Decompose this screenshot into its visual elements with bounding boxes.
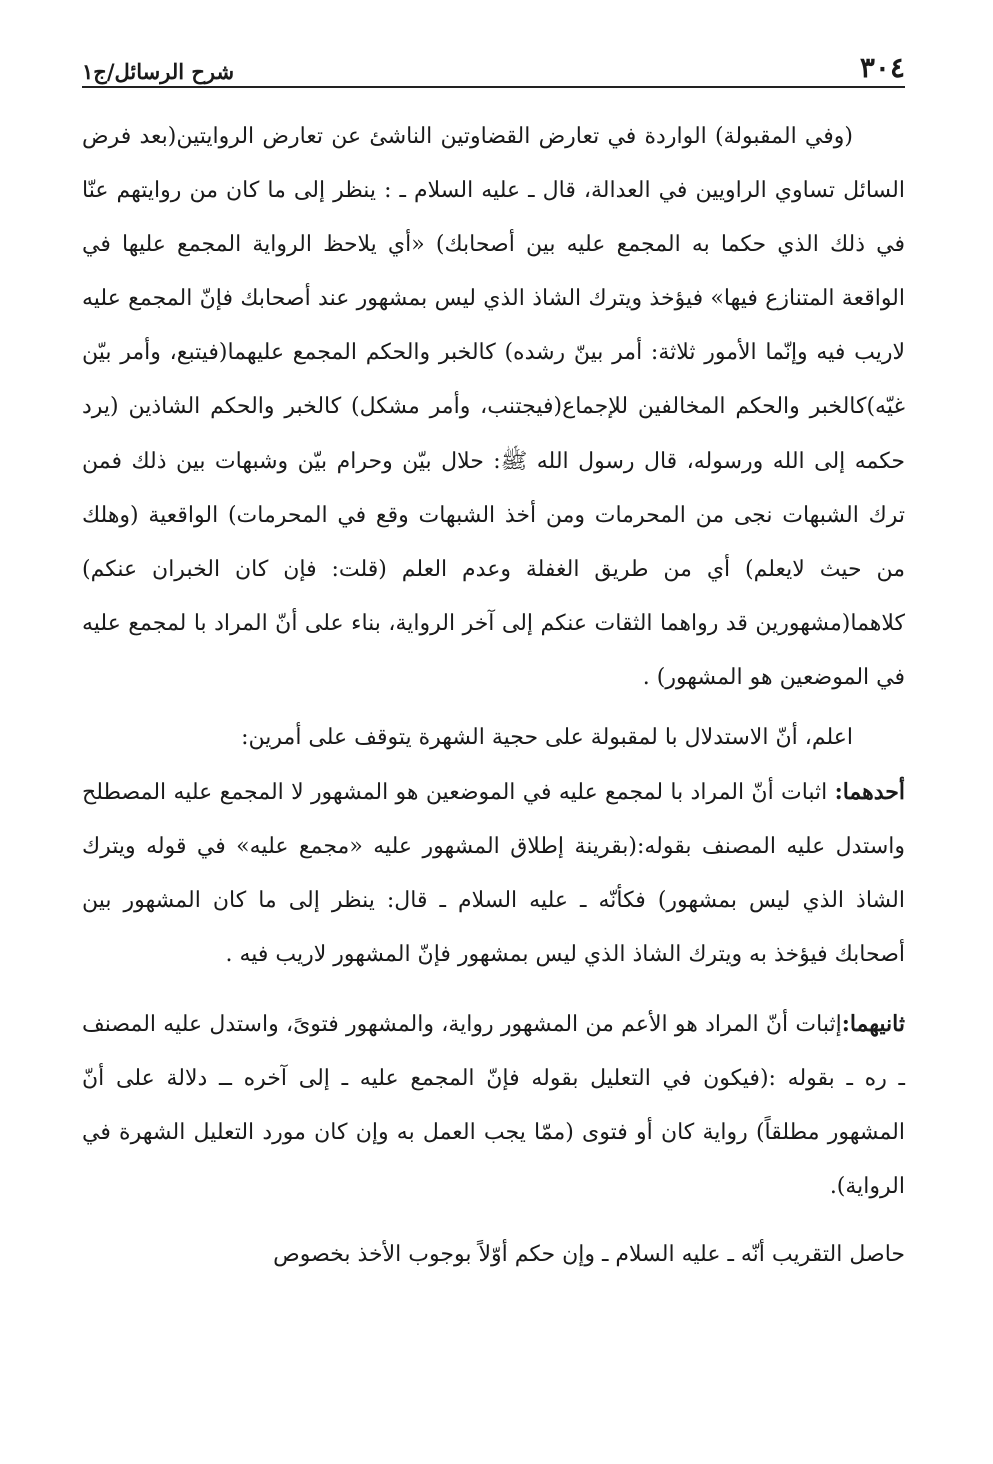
page-number: ٣٠٤ — [859, 51, 905, 84]
paragraph-lead: ثانيهما: — [841, 1010, 905, 1037]
page-body — [82, 110, 905, 1282]
paragraph-text: اعلم، أنّ الاستدلال با لمقبولة على حجية الشهرة يتوقف على أمرين: — [241, 725, 853, 751]
paragraph-second-matter — [82, 997, 905, 1214]
running-title: شرح الرسائل/ج١ — [82, 59, 235, 84]
paragraph-first-matter — [82, 765, 905, 982]
paragraph-summary — [82, 1228, 905, 1282]
page-header — [82, 40, 905, 84]
paragraph-maqbula — [82, 110, 905, 705]
paragraph-text: (وفي المقبولة) الواردة في تعارض القضاوتين الناشئ عن تعارض الروايتين(بعد فرض السائل تساوي الراويين في العدالة، قال ـ عليه السلام ـ : ينظر إلى ما كان من روايتهم عنّا في ذلك الذي حكما به المجمع عليه بين أصحابك) «أي يلاحظ الرواية المجمع عليها في الواقعة المتنازع فيها» فيؤخذ ويترك الشاذ الذي ليس بمشهور عند أصحابك فإنّ المجمع عليه لاريب فيه وإنّما الأمور ثلاثة: أمر بينّ رشده) كالخبر والحكم المجمع عليهما(فيتبع، وأمر بيّن غيّه)كالخبر والحكم المخالفين للإجماع(فيجتنب، وأمر مشكل) كالخبر والحكم الشاذين (يرد حكمه إلى الله ورسوله، قال رسول الله ﷺ: حلال بيّن وحرام بيّن وشبهات بين ذلك فمن ترك الشبهات نجى من المحرمات ومن أخذ الشبهات وقع في المحرمات) الواقعية (وهلك من حيث لايعلم) أي من طريق الغفلة وعدم العلم (قلت: فإن كان الخبران عنكم) كلاهما(مشهورين قد رواهما الثقات عنكم إلى آخر الرواية، بناء على أنّ المراد با لمجمع عليه في الموضعين هو المشهور) . — [82, 124, 905, 690]
paragraph-intro — [82, 711, 905, 765]
header-rule — [82, 86, 905, 88]
paragraph-text: إثبات أنّ المراد هو الأعم من المشهور رواية، والمشهور فتوىً، واستدل عليه المصنف ـ ره ـ بقوله :(فيكون في التعليل بقوله فإنّ المجمع عليه ـ إلى آخره ــ دلالة على أنّ المشهور مطلقاً) رواية كان أو فتوى (ممّا يجب العمل به وإن كان مورد التعليل الشهرة في الرواية). — [82, 1011, 905, 1199]
paragraph-text: حاصل التقريب أنّه ـ عليه السلام ـ وإن حكم أوّلاً بوجوب الأخذ بخصوص — [273, 1241, 905, 1267]
paragraph-lead: أحدهما: — [834, 779, 905, 806]
paragraph-text: اثبات أنّ المراد با لمجمع عليه في الموضعين هو المشهور لا المجمع عليه المصطلح واستدل عليه المصنف بقوله:(بقرينة إطلاق المشهور عليه «مجمع عليه» في قوله ويترك الشاذ الذي ليس بمشهور) فكأنّه ـ عليه السلام ـ قال: ينظر إلى ما كان المشهور بين أصحابك فيؤخذ به ويترك الشاذ الذي ليس بمشهور فإنّ المشهور لاريب فيه . — [82, 780, 905, 968]
